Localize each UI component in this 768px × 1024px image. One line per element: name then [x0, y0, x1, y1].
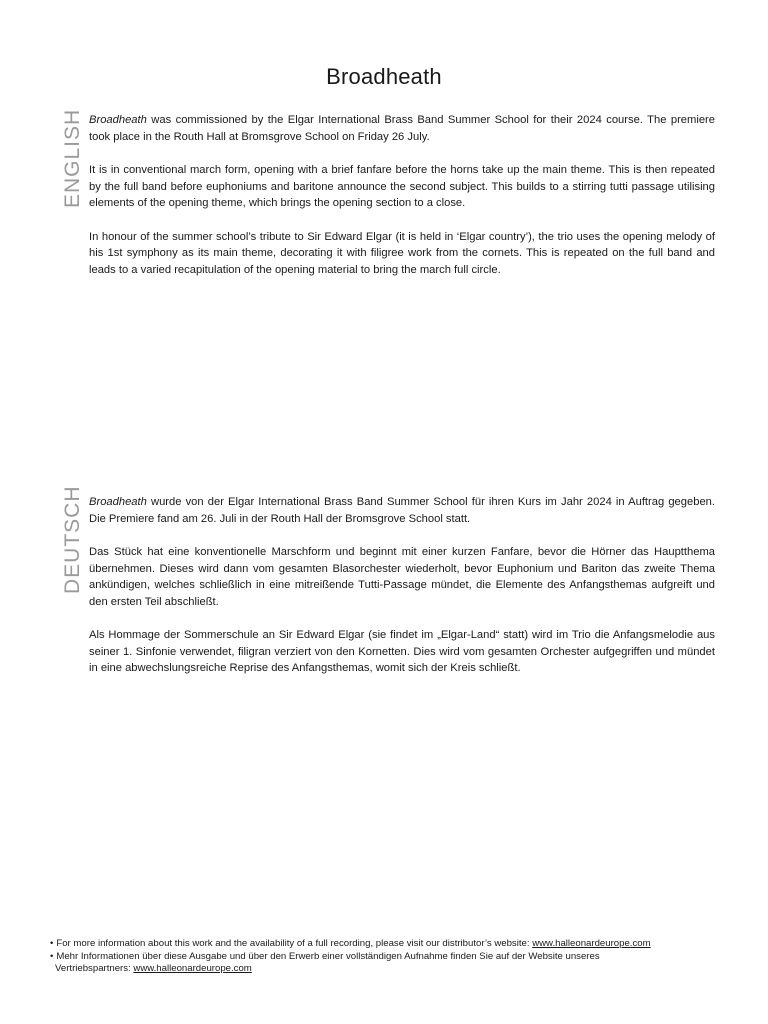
bullet-icon: • [50, 950, 54, 962]
footer-english-text: For more information about this work and the availability of a full recording, please visit our distributor’s website: [56, 938, 533, 949]
deutsch-section [89, 494, 715, 694]
footer-note-deutsch [50, 951, 730, 964]
english-section [89, 112, 715, 295]
section-label-english: ENGLISH [61, 108, 84, 208]
footer-notes [50, 938, 730, 976]
footer-deutsch-text-2: Vertriebspartners: [55, 963, 134, 974]
deutsch-paragraph-1 [89, 494, 715, 527]
page-title: Broadheath [326, 64, 442, 89]
section-label-deutsch: DEUTSCH [61, 485, 84, 594]
distributor-link-english[interactable]: www.halleonardeurope.com [532, 938, 651, 949]
footer-note-deutsch-continued [50, 963, 730, 976]
footer-note-english [50, 938, 730, 951]
english-paragraph-2: It is in conventional march form, opening with a brief fanfare before the horns take up the main theme. This is then repeated by the full band before euphoniums and baritone announce the second subject. This builds to a stirring tutti passage utilising elements of the opening theme, which brings the opening section to a close. [89, 164, 715, 209]
english-paragraph-1 [89, 112, 715, 145]
english-paragraph-3: In honour of the summer school’s tribute to Sir Edward Elgar (it is held in ‘Elgar country’), the trio uses the opening melody of his 1st symphony as its main theme, decorating it with filigree work from the cornets. This is repeated on the full band and leads to a varied recapitulation of the opening material to bring the march full circle. [89, 230, 715, 276]
deutsch-paragraph-2: Das Stück hat eine konventionelle Marschform und beginnt mit einer kurzen Fanfare, bevor die Hörner das Hauptthema übernehmen. Dieses wird dann vom gesamten Blasorchester wiederholt, bevor Euphonium und Bariton das zweite Thema ankündigen, welches schließlich in eine mitreißende Tutti-Passage mündet, die Elemente des Anfangsthemas aufgreift und den ersten Teil abschließt. [89, 546, 715, 608]
bullet-icon: • [50, 938, 54, 949]
deutsch-paragraph-1-text: wurde von der Elgar International Brass Band Summer School für ihren Kurs im Jahr 2024 in Auftrag gegeben. Die Premiere fand am 26. Juli in der Routh Hall der Bromsgrove School statt. [89, 496, 715, 525]
footer-deutsch-text: Mehr Informationen über diese Ausgabe und über den Erwerb einer vollständigen Aufnahme finden Sie auf der Website unseres [56, 950, 600, 962]
english-paragraph-1-text: was commissioned by the Elgar International Brass Band Summer School for their 2024 course. The premiere took place in the Routh Hall at Bromsgrove School on Friday 26 July. [89, 114, 715, 143]
work-title-english: Broadheath [89, 114, 147, 126]
distributor-link-deutsch[interactable]: www.halleonardeurope.com [133, 963, 252, 974]
work-title-deutsch: Broadheath [89, 496, 147, 508]
deutsch-paragraph-3: Als Hommage der Sommerschule an Sir Edward Elgar (sie findet im „Elgar-Land“ statt) wird im Trio die Anfangsmelodie aus seiner 1. Sinfonie verwendet, filigran verziert von den Kornetten. Dies wird vom gesamten Orchester aufgegriffen und mündet in eine abwechslungsreiche Reprise des Anfangsthemas, womit sich der Kreis schließt. [89, 629, 715, 674]
